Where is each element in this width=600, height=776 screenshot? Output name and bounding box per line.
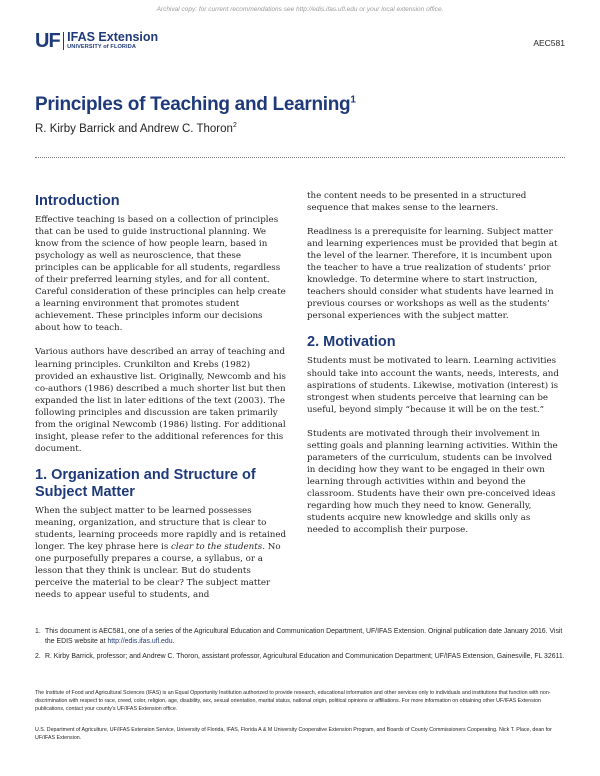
readiness-paragraph: Readiness is a prerequisite for learning. Subject matter and learning experiences must be provided that begin at the level of the learner. Therefore, it is incumbent upon the teacher to have a true realization of students’ prior knowledge. To determine where to start instruction, teachers should consider what students have learned in previous courses or workshops as well as the students’ personal experiences with the subject matter. [307, 227, 558, 322]
section-1-text-b: . No one purposefully prepares a course, a syllabus, or a lesson that they think is unclear. But do students perceive the material to be clear? The subject matter needs to appear useful to students, and [35, 542, 281, 601]
logo-subtitle: UNIVERSITY of FLORIDA [67, 44, 136, 50]
footnote-2 [35, 652, 565, 662]
section-1-text-a: When the subject matter to be learned possesses meaning, organization, and structure that is clear to students, learning proceeds more rapidly and is retained longer. The key phrase here is [35, 505, 287, 553]
footnote-number: 1. [35, 628, 41, 635]
publication-number: AEC581 [533, 38, 565, 48]
motivation-paragraph-1: Students must be motivated to learn. Learning activities should take into account the wants, needs, interests, and aspirations of students. Likewise, motivation (interest) is strongest when students perceive that learning can be useful, beyond simply “because it will be on the test.” [307, 356, 559, 415]
section-1-heading: 1. Organization and Structure of Subject Matter [35, 466, 256, 500]
authors-footnote-mark: 2 [232, 122, 237, 129]
right-column [307, 190, 559, 548]
intro-paragraph-2: Various authors have described an array of teaching and learning principles. Crunkilton and Krebs (1982) provided an exhaustive list. Originally, Newcomb and his co-authors (1986) described a much shorter list but then expanded the list in later editions of the text (2003). The following principles and discussion are taken primarily from the original Newcomb (1986) listing. For additional insight, please refer to the additional references for this document. [35, 347, 286, 454]
footnote-2-text: R. Kirby Barrick, professor; and Andrew C. Thoron, assistant professor, Agricultural Education and Communication Department; UF/IFAS Extension, Gainesville, FL 32611. [45, 653, 565, 660]
footnotes [35, 627, 565, 667]
logo-divider [63, 32, 65, 50]
section-1-paragraph [35, 505, 287, 601]
footnote-1-after: . [172, 638, 175, 645]
left-column [35, 193, 287, 613]
footnote-1 [35, 627, 565, 647]
logo-mark: UF [35, 30, 60, 52]
archival-note: Archival copy: for current recommendations see http://edis.ifas.ufl.edu or your local extension office. [156, 6, 444, 13]
authors-text: R. Kirby Barrick and Andrew C. Thoron [35, 122, 233, 135]
logo-title: IFAS Extension [67, 30, 159, 44]
section-2-heading: 2. Motivation [307, 334, 396, 351]
motivation-paragraph-2: Students are motivated through their involvement in setting goals and planning learning activities. Within the parameters of the curriculum, students can be involved in deciding how they want to be engaged in their own learning through activities within and beyond the classroom. Students have their own pre-conceived ideas regarding how much they need to know. Generally, students acquire new knowledge and skills only as needed to accomplish their purpose. [307, 428, 558, 536]
title-footnote-mark: 1 [350, 94, 356, 106]
authors [35, 122, 237, 135]
introduction-heading: Introduction [35, 193, 120, 209]
equal-opportunity-statement: The Institute of Food and Agricultural Sciences (IFAS) is an Equal Opportunity Institution authorized to provide research, educational information and other services only to individuals and institutions that function with non-discrimination with respect to race, creed, color, religion, age, disability, sex, sexual orientation, marital status, national origin, political opinions or affiliations. For more information on obtaining other UF/IFAS Extension publications, contact your county's UF/IFAS Extension office. [35, 690, 551, 712]
intro-paragraph-1: Effective teaching is based on a collection of principles that can be used to guide instructional planning. We know from the science of how people learn, based in psychology as well as neuroscience, that these principles can be applicable for all students, regardless of their preferred learning styles, and for all content. Careful consideration of these principles can help create a learning environment that promotes student achievement. These principles inform our decisions about how to teach. [35, 215, 286, 334]
edis-link[interactable]: http://edis.ifas.ufl.edu [107, 638, 173, 645]
usda-statement: U.S. Department of Agriculture, UF/IFAS Extension Service, University of Florida, IFAS, Florida A & M University Cooperative Extension Program, and Boards of County Commissioners Cooperating. Nick T. Place, dean for UF/IFAS Extension. [35, 727, 552, 741]
footnote-number: 2. [35, 653, 41, 660]
dotted-divider [35, 157, 565, 158]
continued-paragraph: the content needs to be presented in a structured sequence that makes sense to the learners. [307, 191, 527, 214]
document-title [35, 94, 356, 116]
title-text: Principles of Teaching and Learning [35, 94, 351, 115]
footnote-text [45, 627, 565, 647]
logo-text [67, 31, 158, 51]
section-1-emphasis: clear to the students [171, 542, 263, 553]
footnote-1-text: This document is AEC581, one of a series of the Agricultural Education and Communication Department, UF/IFAS Extension. Original publication date January 2016. Visit the EDIS website at [45, 628, 563, 645]
ufifas-logo [35, 30, 158, 52]
